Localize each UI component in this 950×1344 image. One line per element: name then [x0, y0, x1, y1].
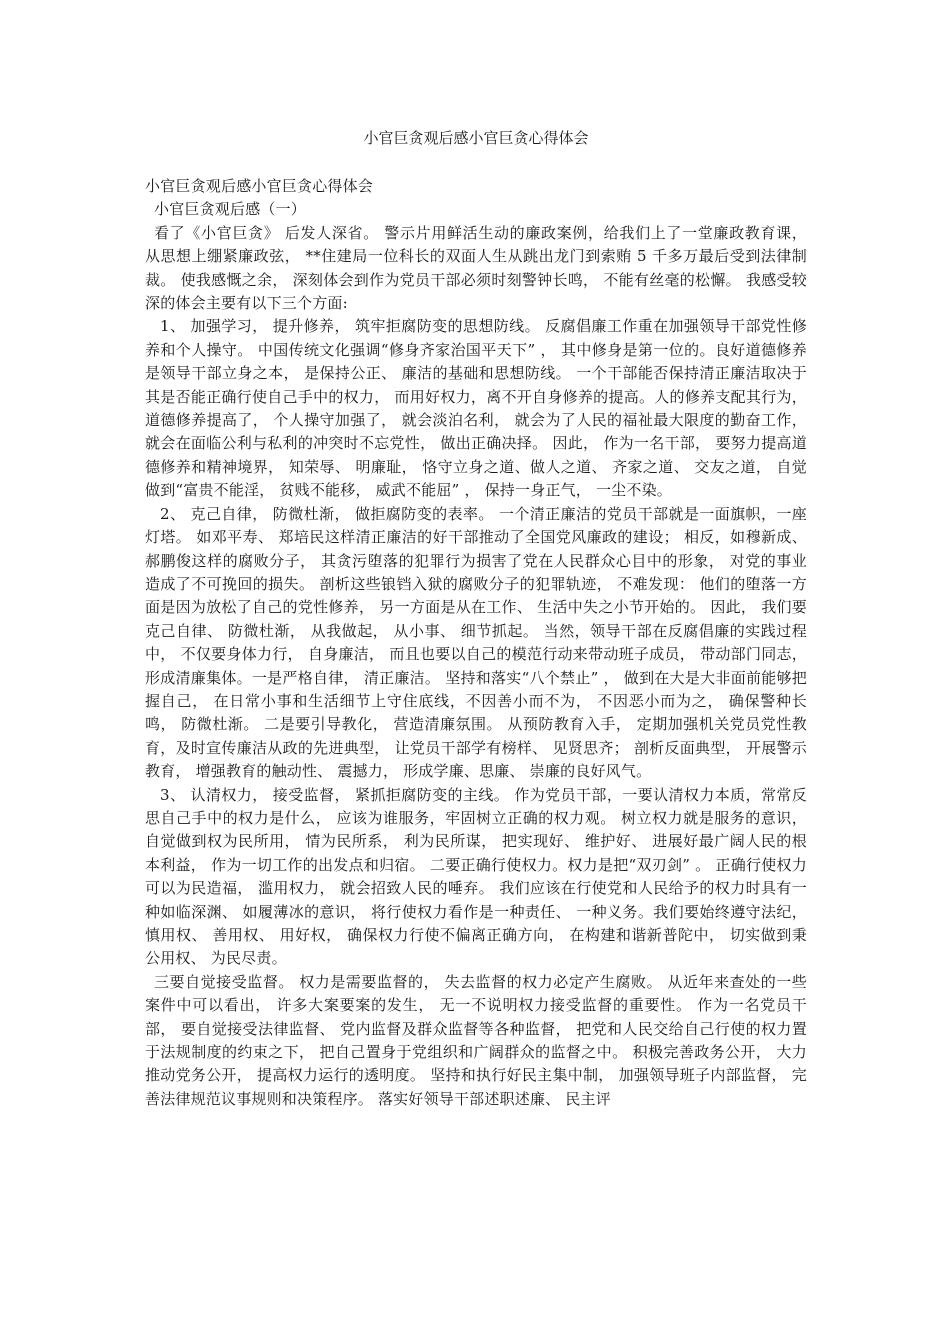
body-heading: 小官巨贪观后感小官巨贪心得体会: [145, 177, 374, 195]
document-body: [145, 175, 807, 1111]
section-heading: 小官巨贪观后感（一）: [154, 200, 307, 219]
paragraph-point-2: 2、 克己自律， 防微杜渐， 做拒腐防变的表率。 一个清正廉洁的党员干部就是一面旗帜，一座灯塔。 如邓平寿、 郑培民这样清正廉洁的好干部推动了全国党风廉政的建设； 相反，如穆新成、 郝鹏俊这样的腐败分子， 其贪污堕落的犯罪行为损害了党在人民群众心目中的形象， 对党的事业造成了不可挽回的损失。 剖析这些锒铛入狱的腐败分子的犯罪轨迹， 不难发现： 他们的堕落一方面是因为放松了自己的党性修养， 另一方面是从在工作、 生活中失之小节开始的。 因此， 我们要克己自律、 防微杜渐， 从我做起， 从小事、 细节抓起。 当然，领导干部在反腐倡廉的实践过程中， 不仅要身体力行， 自身廉洁， 而且也要以自己的模范行动来带动班子成员， 带动部门同志， 形成清廉集体。一是严格自律， 清正廉洁。 坚持和落实“八个禁止” ， 做到在大是大非面前能够把握自己， 在日常小事和生活细节上守住底线，不因善小而不为， 不因恶小而为之， 确保警种长鸣， 防微杜渐。 二是要引导教化， 营造清廉氛围。 从预防教育入手， 定期加强机关党员党性教育，及时宣传廉洁从政的先进典型， 让党员干部学有榜样、 见贤思齐； 剖析反面典型， 开展警示教育， 增强教育的触动性、 震撼力， 形成学廉、思廉、 崇廉的良好风气。: [145, 504, 807, 781]
paragraph-supervision: 三要自觉接受监督。 权力是需要监督的， 失去监督的权力必定产生腐败。 从近年来查处的一些案件中可以看出， 许多大案要案的发生， 无一不说明权力接受监督的重要性。 作为一名党员干部， 要自觉接受法律监督、 党内监督及群众监督等各种监督， 把党和人民交给自己行使的权力置于法规制度的约束之下， 把自己置身于党组织和广阔群众的监督之中。 积极完善政务公开， 大力推动党务公开， 提高权力运行的透明度。 坚持和执行好民主集中制， 加强领导班子内部监督， 完善法律规范议事规则和决策程序。 落实好领导干部述职述廉、 民主评: [145, 972, 807, 1108]
document-title: 小官巨贪观后感小官巨贪心得体会: [363, 129, 589, 147]
paragraph-point-1: 1、 加强学习， 提升修养， 筑牢拒腐防变的思想防线。 反腐倡廉工作重在加强领导干部党性修养和个人操守。 中国传统文化强调“修身齐家治国平天下” ， 其中修身是第一位的。良好道德修养是领导干部立身之本， 是保持公正、 廉洁的基础和思想防线。 一个干部能否保持清正廉洁取决于其是否能正确行使自己手中的权力， 而用好权力，离不开自身修养的提高。人的修养支配其行为， 道德修养提高了， 个人操守加强了， 就会淡泊名利， 就会为了人民的福祉最大限度的勤奋工作， 就会在面临公利与私利的冲突时不忘党性， 做出正确决择。 因此， 作为一名干部， 要努力提高道德修养和精神境界， 知荣辱、 明廉耻， 恪守立身之道、做人之道、 齐家之道、 交友之道， 自觉做到“富贵不能淫， 贫贱不能移， 威武不能屈” ， 保持一身正气， 一尘不染。: [145, 317, 807, 500]
paragraph-point-3: 3、 认清权力， 接受监督， 紧抓拒腐防变的主线。 作为党员干部，一要认清权力本质，常常反思自己手中的权力是什么， 应该为谁服务，牢固树立正确的权力观。 树立权力就是服务的意识， 自觉做到权为民所用， 情为民所系， 利为民所谋， 把实现好、 维护好、 进展好最广阔人民的根本利益， 作为一切工作的出发点和归宿。 二要正确行使权力。权力是把“双刃剑” 。 正确行使权力可以为民造福， 滥用权力， 就会招致人民的唾弃。 我们应该在行使党和人民给予的权力时具有一种如临深渊、 如履薄冰的意识， 将行使权力看作是一种责任、 一种义务。我们要始终遵守法纪， 慎用权、 善用权、 用好权， 确保权力行使不偏离正确方向， 在构建和谐新普陀中， 切实做到秉公用权、 为民尽责。: [145, 785, 807, 968]
paragraph-intro: 看了《小官巨贪》 后发人深省。 警示片用鲜活生动的廉政案例，给我们上了一堂廉政教育课， 从思想上绷紧廉政弦， **住建局一位科长的双面人生从跳出龙门到索贿 5 千多万最后受到法律制裁。 使我感慨之余， 深刻体会到作为党员干部必须时刻警钟长鸣， 不能有丝毫的松懈。 我感受较深的体会主要有以下三个方面:: [145, 223, 807, 313]
